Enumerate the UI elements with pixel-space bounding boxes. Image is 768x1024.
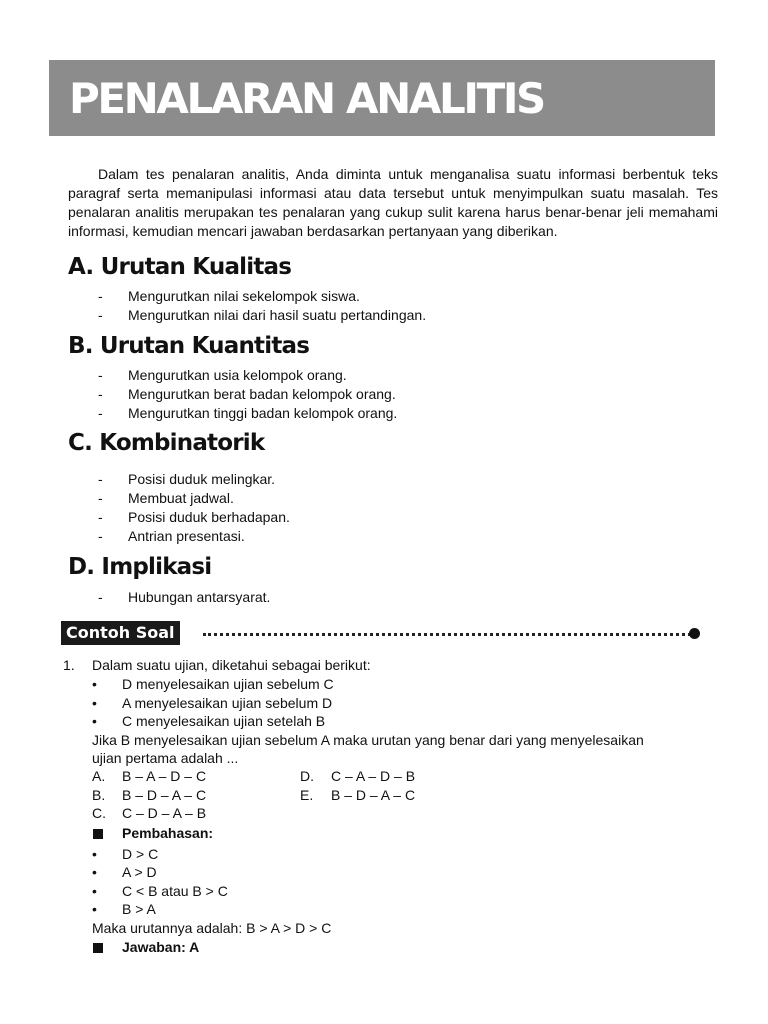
option-text-a: B – A – D – C xyxy=(122,768,207,784)
conclusion: Maka urutannya adalah: B > A > D > C xyxy=(92,920,332,936)
dotted-leader xyxy=(203,633,691,636)
pembahasan-item: C < B atau B > C xyxy=(122,883,228,899)
list-item: - Posisi duduk melingkar. xyxy=(98,471,276,487)
list-item: - Mengurutkan berat badan kelompok orang. xyxy=(98,386,396,402)
list-item: - Antrian presentasi. xyxy=(98,528,245,544)
page-title: PENALARAN ANALITIS xyxy=(69,74,544,123)
option-text-e: B – D – A – C xyxy=(331,787,416,803)
question-prompt: Jika B menyelesaikan ujian sebelum A maka urutan yang benar dari yang menyelesaikan xyxy=(92,732,644,748)
list-urutan-kuantitas xyxy=(0,366,768,423)
option-letter-a: A. xyxy=(92,768,106,784)
square-bullet-icon xyxy=(93,943,103,953)
bullet: • xyxy=(92,901,97,917)
list-item: - Mengurutkan usia kelompok orang. xyxy=(98,367,347,383)
leader-end-dot xyxy=(689,628,700,639)
question-number: 1. xyxy=(63,657,75,673)
bullet: • xyxy=(92,713,97,729)
pembahasan-label: Pembahasan: xyxy=(122,825,214,841)
question-fact: C menyelesaikan ujian setelah B xyxy=(122,713,326,729)
option-text-c: C – D – A – B xyxy=(122,805,207,821)
pembahasan-item: A > D xyxy=(122,864,157,880)
list-item: - Mengurutkan tinggi badan kelompok orang. xyxy=(98,405,398,421)
question-stem: Dalam suatu ujian, diketahui sebagai berikut: xyxy=(92,657,371,673)
section-heading-c: C. Kombinatorik xyxy=(68,430,265,456)
list-item: - Membuat jadwal. xyxy=(98,490,234,506)
bullet: • xyxy=(92,676,97,692)
list-implikasi xyxy=(0,588,768,607)
option-letter-c: C. xyxy=(92,805,106,821)
option-letter-d: D. xyxy=(300,768,314,784)
question-fact: D menyelesaikan ujian sebelum C xyxy=(122,676,334,692)
section-heading-a: A. Urutan Kualitas xyxy=(68,254,292,280)
option-letter-e: E. xyxy=(300,787,314,803)
question-fact: A menyelesaikan ujian sebelum D xyxy=(122,695,333,711)
section-heading-b: B. Urutan Kuantitas xyxy=(68,333,310,359)
contoh-soal-label: Contoh Soal xyxy=(61,621,180,645)
list-kombinatorik xyxy=(0,470,768,546)
bullet: • xyxy=(92,864,97,880)
list-item: - Posisi duduk berhadapan. xyxy=(98,509,290,525)
jawaban: Jawaban: A xyxy=(122,939,200,955)
option-text-d: C – A – D – B xyxy=(331,768,416,784)
bullet: • xyxy=(92,883,97,899)
pembahasan-item: B > A xyxy=(122,901,156,917)
question-prompt-cont: ujian pertama adalah ... xyxy=(92,750,239,766)
list-item: - Mengurutkan nilai sekelompok siswa. xyxy=(98,288,360,304)
section-heading-d: D. Implikasi xyxy=(68,554,212,580)
square-bullet-icon xyxy=(93,829,103,839)
list-urutan-kualitas xyxy=(0,287,768,325)
list-item: - Hubungan antarsyarat. xyxy=(98,589,271,605)
bullet: • xyxy=(92,846,97,862)
bullet: • xyxy=(92,695,97,711)
intro-paragraph xyxy=(68,165,718,241)
option-letter-b: B. xyxy=(92,787,106,803)
pembahasan-item: D > C xyxy=(122,846,159,862)
intro-text: Dalam tes penalaran analitis, Anda diminta untuk menganalisa suatu informasi berbentuk teks paragraf serta memanipulasi informasi atau data tersebut untuk menyimpulkan suatu masalah. Tes penalaran analitis merupakan tes penalaran yang cukup sulit karena harus benar-benar jeli memahami informasi, kemudian mencari jawaban berdasarkan pertanyaan yang diberikan. xyxy=(68,166,718,239)
list-item: - Mengurutkan nilai dari hasil suatu pertandingan. xyxy=(98,307,427,323)
title-bar xyxy=(49,60,715,136)
option-text-b: B – D – A – C xyxy=(122,787,207,803)
